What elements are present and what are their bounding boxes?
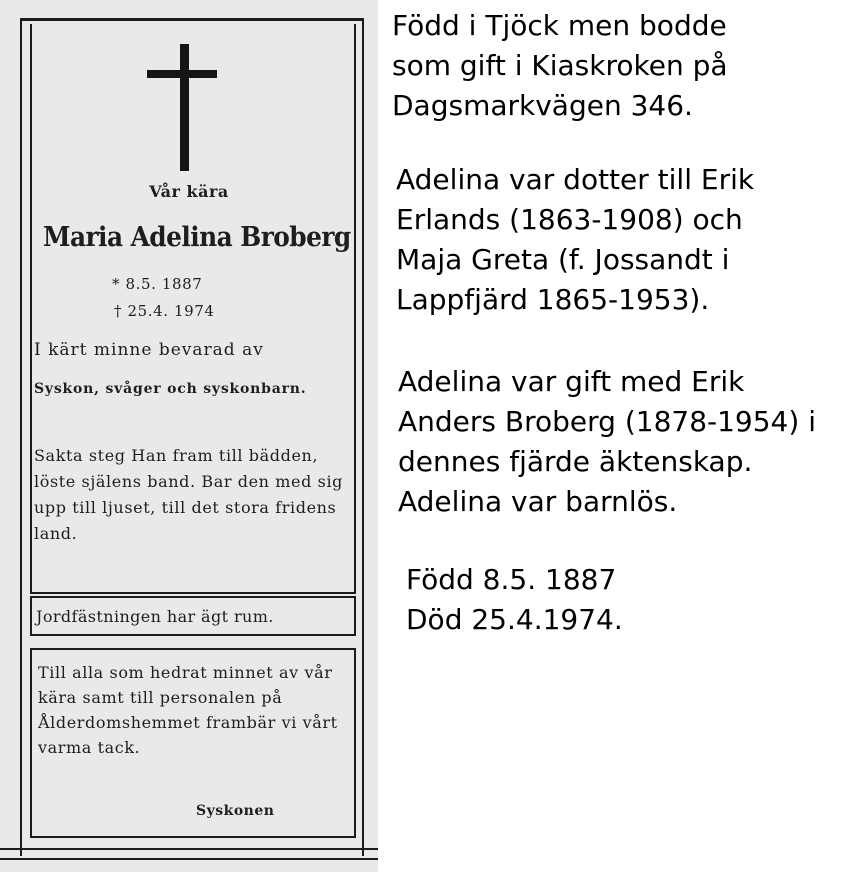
memory-line: I kärt minne bevarad av — [34, 340, 264, 360]
note-line: Anders Broberg (1878-1954) i — [398, 405, 816, 438]
note-line: Adelina var dotter till Erik — [396, 163, 755, 196]
deceased-name: Maria Adelina Broberg — [43, 222, 351, 253]
signature: Syskonen — [196, 803, 275, 819]
note-line: Lappfjärd 1865-1953). — [396, 283, 710, 316]
left-border — [20, 18, 22, 856]
marriage-note — [398, 362, 816, 522]
note-line: som gift i Kiaskroken på — [392, 49, 728, 82]
note-line: Adelina var gift med Erik — [398, 365, 745, 398]
intro-text: Vår kära — [149, 182, 229, 201]
note-line: Född 8.5. 1887 — [406, 563, 617, 596]
right-border — [362, 18, 364, 856]
note-line: Adelina var barnlös. — [398, 485, 678, 518]
dates-note — [406, 560, 623, 640]
top-border — [20, 18, 364, 21]
relatives-line: Syskon, svåger och syskonbarn. — [34, 381, 307, 397]
obituary-clipping — [0, 0, 378, 872]
burial-notice: Jordfästningen har ägt rum. — [36, 607, 274, 626]
thanks-message: Till alla som hedrat minnet av vår kära samt till personalen på Ålderdomshemmet frambär vi vårt varma tack. — [38, 663, 338, 757]
note-line: dennes fjärde äktenskap. — [398, 445, 753, 478]
bottom-rule-2 — [0, 858, 378, 860]
birth-date: * 8.5. 1887 — [112, 275, 203, 293]
note-line: Erlands (1863-1908) och — [396, 203, 743, 236]
residence-note — [392, 6, 728, 126]
cross-icon — [180, 44, 189, 171]
bottom-rule-1 — [0, 848, 378, 850]
note-line: Död 25.4.1974. — [406, 603, 623, 636]
note-line: Dagsmarkvägen 346. — [392, 89, 693, 122]
cross-icon-bar — [147, 70, 217, 78]
death-date: † 25.4. 1974 — [114, 302, 215, 320]
memorial-verse: Sakta steg Han fram till bädden, löste själens band. Bar den med sig upp till ljuset, till det stora fridens land. — [34, 446, 344, 543]
note-line: Maja Greta (f. Jossandt i — [396, 243, 730, 276]
parents-note — [396, 160, 754, 320]
note-line: Född i Tjöck men bodde — [392, 9, 727, 42]
